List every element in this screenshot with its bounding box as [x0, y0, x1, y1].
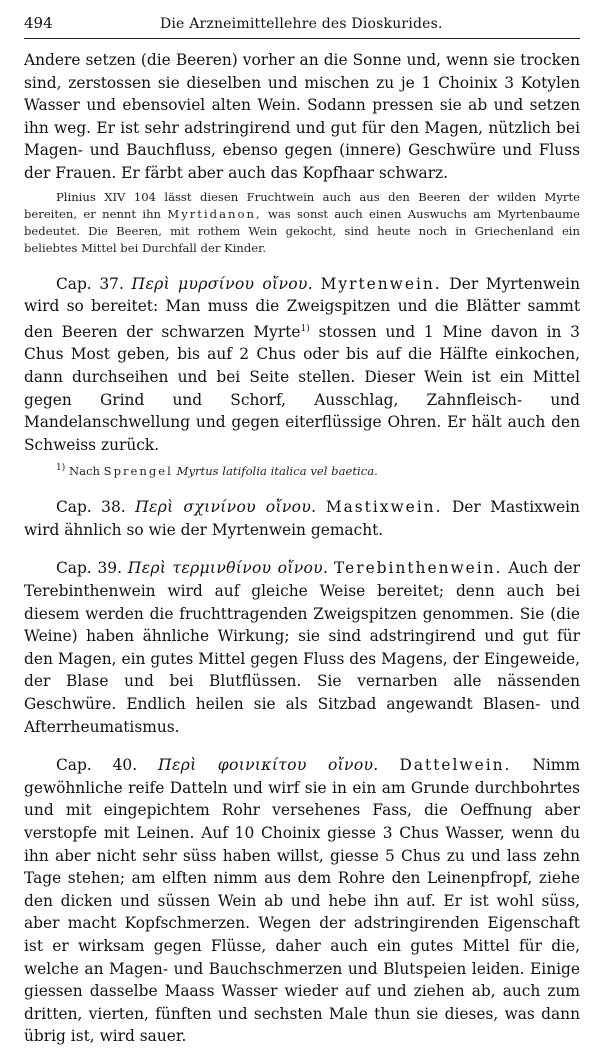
footnote-1-text-a: Nach — [68, 464, 100, 479]
chapter-37-text-b: stossen und 1 Mine davon in 3 Chus Most geben, bis auf 2 Chus oder bis auf die Hälfte einkochen, dann durchseihen und bei Seite stellen. Dieser Wein ist ein Mittel gegen Grind und Schorf, Ausschlag, Zahnfleisch- und Mandelanschwellung und gegen eiterflüssige Ohren. Er hält auch den Schweiss zurück. — [24, 322, 580, 454]
chapter-38-title: Mastixwein. — [325, 498, 443, 517]
chapter-39 — [24, 557, 580, 738]
book-page — [24, 14, 580, 1048]
chapter-38-label: Cap. 38. — [56, 498, 126, 517]
chapter-37-label: Cap. 37. — [56, 274, 124, 293]
running-title: Die Arzneimittellehre des Dioskurides. — [159, 16, 443, 32]
intro-paragraph — [24, 49, 580, 185]
chapter-37-text-a: Der Myrtenwein wird so bereitet: Man muss die Zweigspitzen und die Blätter sammt den Beeren der schwarzen Myrte — [24, 274, 580, 341]
chapter-37-title: Myrtenwein. — [320, 274, 442, 293]
chapter-38 — [24, 496, 580, 541]
footnote-1-number: 1) — [56, 463, 66, 474]
footnote-1-mark: 1) — [300, 323, 310, 334]
footnote-1-author: Sprengel — [103, 464, 173, 479]
intro-text: Andere setzen (die Beeren) vorher an die Sonne und, wenn sie trocken sind, zerstossen sie dieselben und mischen zu je 1 Choinix 3 Kotylen Wasser und ebensoviel alten Wein. Sodann pressen sie ab und setzen ihn weg. Er ist sehr adstringirend und gut für den Magen, nützlich bei Magen- und Bauchfluss, ebenso gegen (innere) Geschwüre und Fluss der Frauen. Er färbt aber auch das Kopfhaar schwarz. — [24, 51, 580, 182]
chapter-39-text: Auch der Terebinthenwein wird auf gleiche Weise bereitet; denn auch bei diesem werden die fruchttragenden Zweigspitzen genommen. Sie (die Weine) haben ähnliche Wirkung; sie sind adstringirend und gut für den Magen, ein gutes Mittel gegen Fluss des Magens, der Eingeweide, der Blase und bei Blutflüssen. Sie vernarben alle nässenden Geschwüre. Endlich heilen sie als Sitzbad angewandt Blasen- und Afterrheumatismus. — [24, 559, 580, 736]
chapter-40-title: Dattelwein. — [399, 756, 512, 775]
footnote-1 — [24, 460, 580, 480]
plinius-note-text-b: was sonst auch einen Auswuchs am Myrtenbaume bedeutet. Die Beeren, mit rothem Wein gekocht, sind heute noch in Griechenland ein beliebtes Mittel bei Durchfall der Kinder. — [24, 206, 580, 255]
plinius-note-text-a: Plinius XIV 104 lässt diesen Fruchtwein auch aus den Beeren der wilden Myrte bereiten, er nennt ihn — [24, 189, 580, 221]
chapter-39-label: Cap. 39. — [56, 559, 122, 578]
chapter-39-title: Terebinthenwein. — [334, 559, 503, 578]
chapter-37-greek-title: Περὶ μυρσίνου οἴνου. — [131, 274, 313, 293]
chapter-40 — [24, 754, 580, 1048]
chapter-40-greek-title: Περὶ φοινικίτου οἴνου. — [158, 756, 379, 775]
page-number: 494 — [24, 14, 53, 32]
chapter-38-greek-title: Περὶ σχινίνου οἴνου. — [135, 498, 317, 517]
plinius-note-term: Myrtidanon, — [167, 206, 262, 221]
chapter-38-text: Der Mastixwein wird ähnlich so wie der Myrtenwein gemacht. — [24, 498, 580, 539]
chapter-40-text: Nimm gewöhnliche reife Datteln und wirf sie in ein am Grunde durchbohrtes und mit eingepichtem Rohr versehenes Fass, die Oeffnung aber verstopfe mit Leinen. Auf 10 Choinix giesse 3 Chus Wasser, wenn du ihn aber nicht sehr süss haben willst, giesse 5 Chus zu und lass zehn Tage stehen; am elften nimm aus dem Rohre den Leinenpfropf, ziehe den dicken und süssen Wein ab und hebe ihn auf. Er ist wohl süss, aber macht Kopfschmerzen. Wegen der adstringirenden Eigenschaft ist er wirksam gegen Flüsse, daher auch ein gutes Mittel für die, welche an Magen- und Bauchschmerzen und Blutspeien leiden. Einige giessen dasselbe Maass Wasser wieder auf und ziehen ab, auch zum dritten, vierten, fünften und sechsten Male thun sie dieses, was dann übrig ist, wird sauer. — [24, 756, 580, 1046]
chapter-39-greek-title: Περὶ τερμινθίνου οἴνου. — [127, 559, 329, 578]
chapter-40-label: Cap. 40. — [56, 756, 138, 775]
footnote-1-species: Myrtus latifolia italica vel baetica. — [176, 464, 378, 479]
plinius-note — [24, 189, 580, 257]
page-header — [24, 14, 580, 39]
chapter-37 — [24, 273, 580, 457]
